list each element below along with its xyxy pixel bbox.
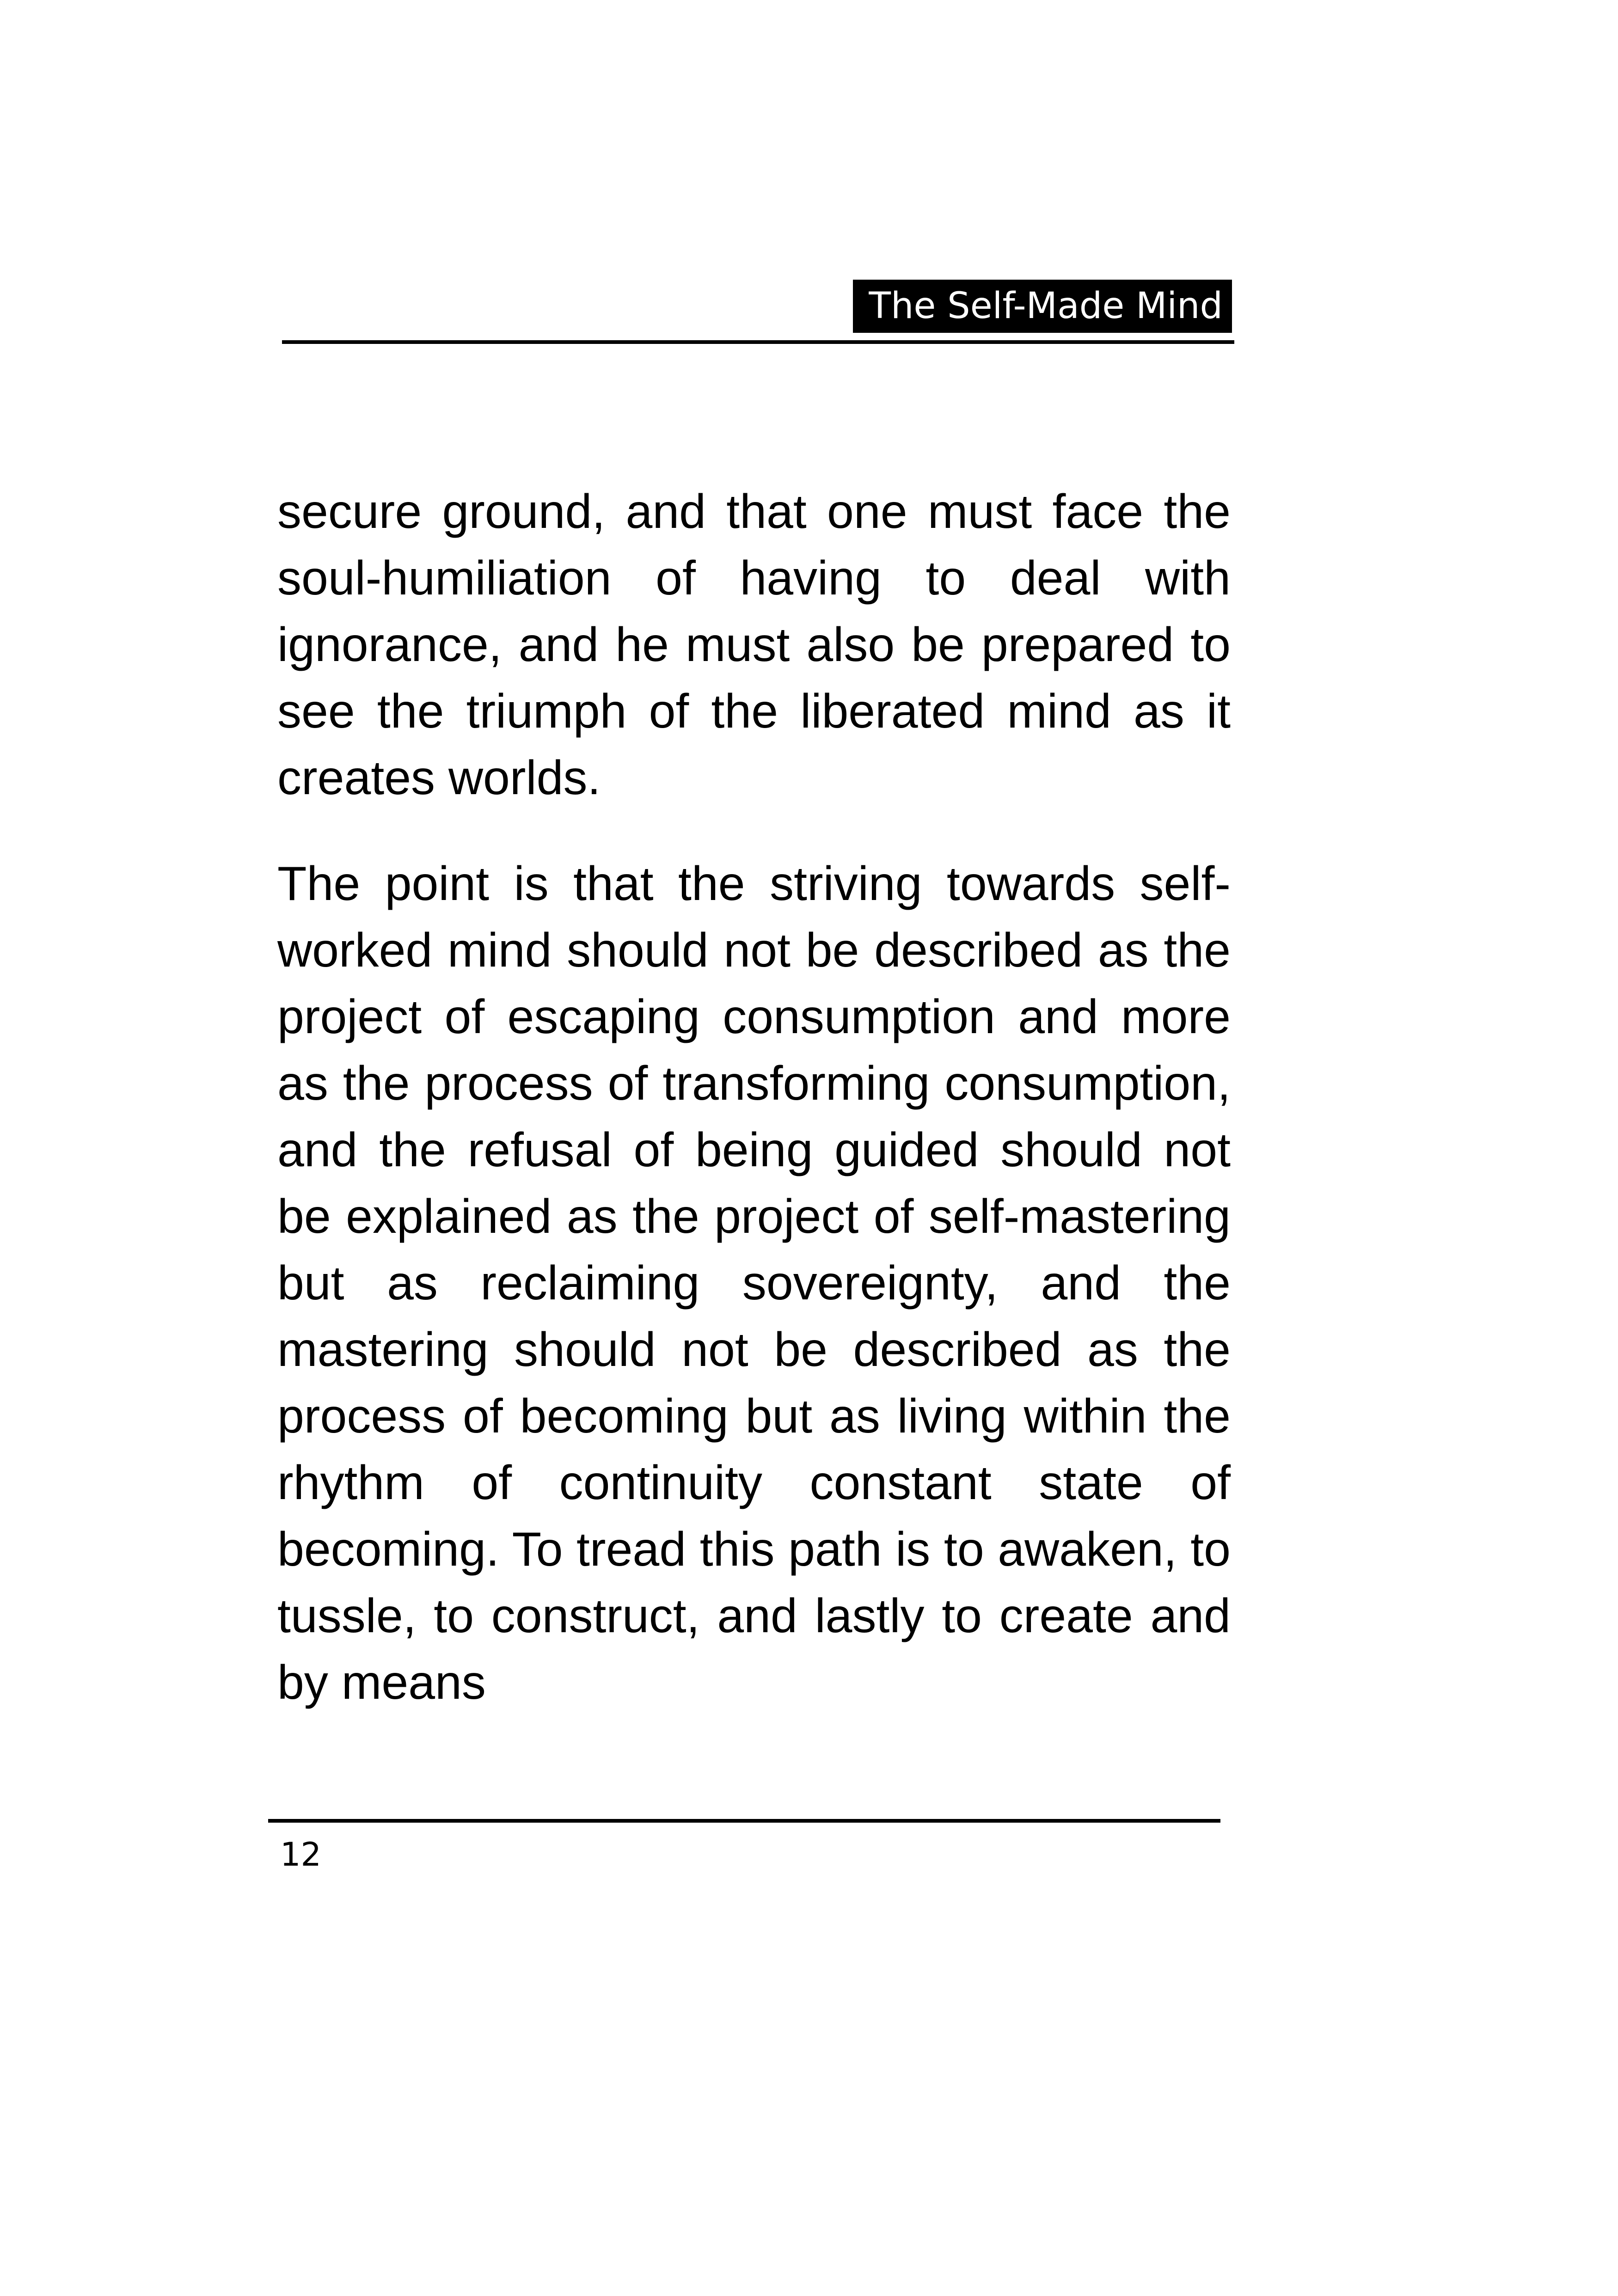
page-body: [277, 478, 1231, 1716]
footer-divider: [268, 1819, 1220, 1823]
header-divider: [282, 340, 1234, 344]
body-paragraph: secure ground, and that one must face the soul-humiliation of having to deal with ignorance, and he must also be prepared to see the triumph of the liberated mind as it creates worlds.: [277, 485, 1231, 805]
body-paragraph: The point is that the striving towards self-worked mind should not be described as the project of escaping consumption and more as the process of transforming consumption, and the refusal of being guided should not be explained as the project of self-mastering but as reclaiming sovereignty, and the mastering should not be described as the process of becoming but as living within the rhythm of continuity constant state of becoming. To tread this path is to awaken, to tussle, to construct, and lastly to create and by means: [277, 857, 1231, 1709]
running-header-title: The Self-Made Mind: [853, 280, 1232, 333]
page-number: 12: [280, 1836, 322, 1874]
